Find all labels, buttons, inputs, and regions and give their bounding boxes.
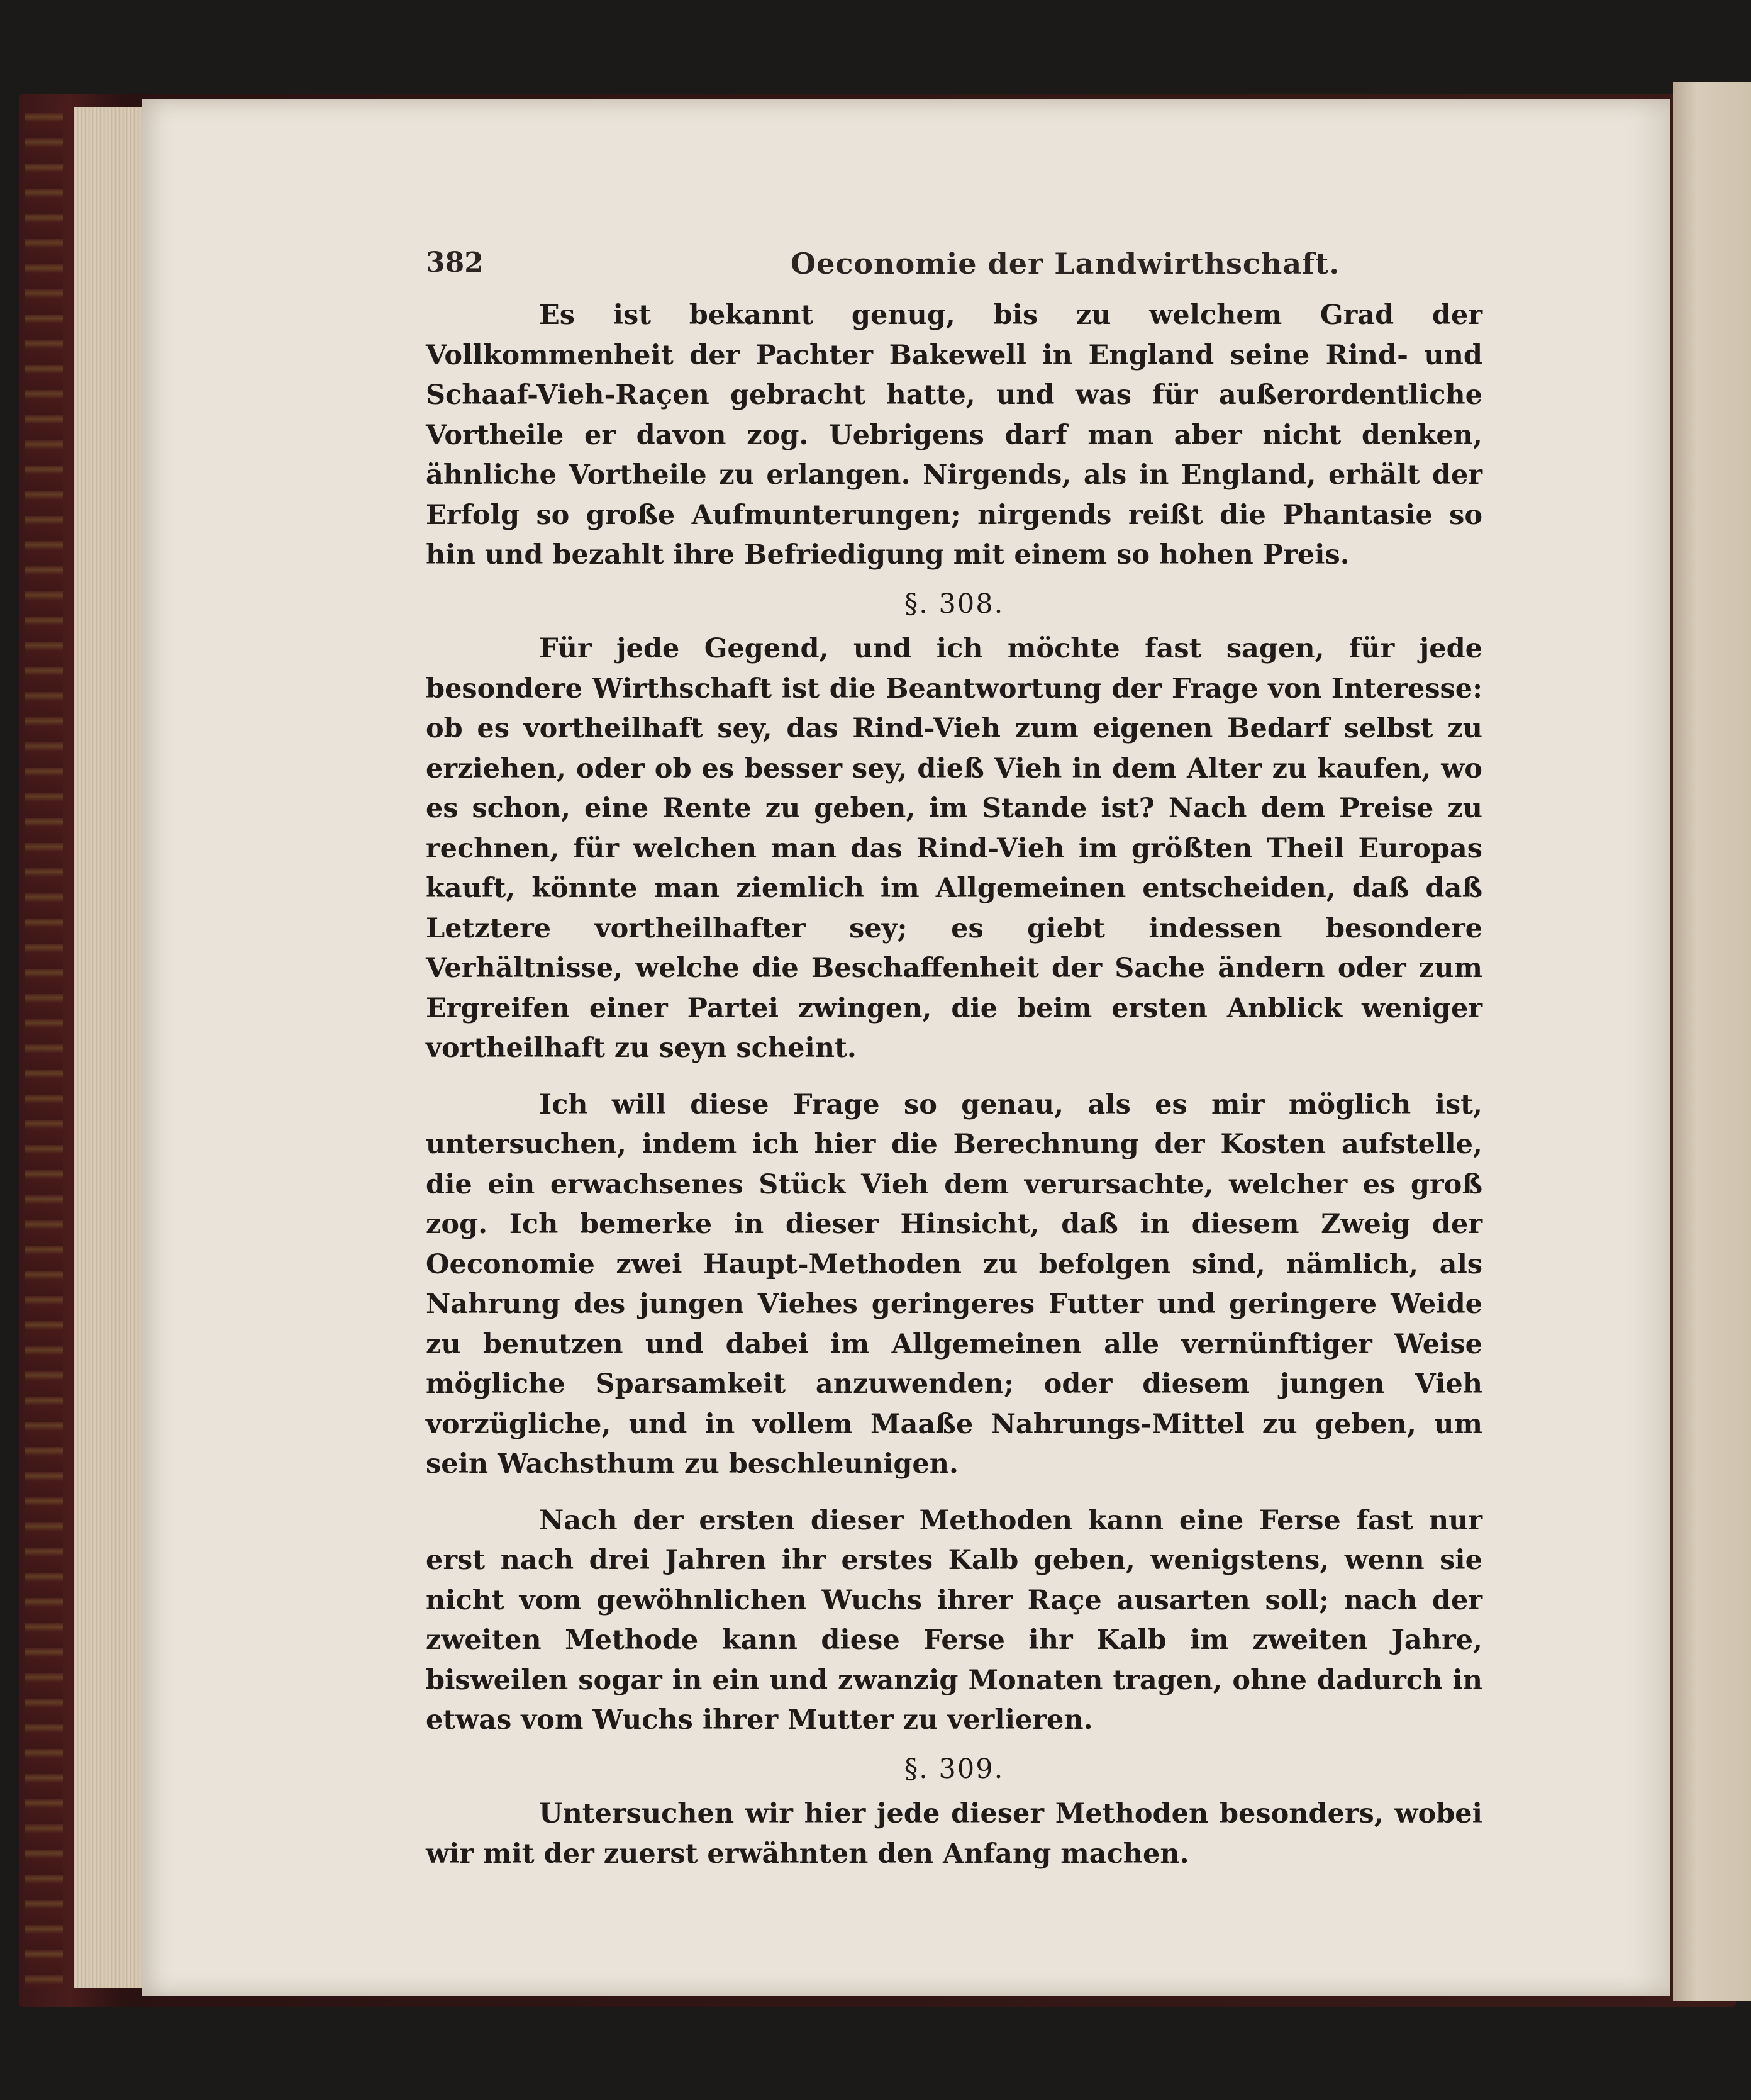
paragraph-3: Ich will diese Frage so genau, als es mir möglich ist, untersuchen, indem ich hier die Berechnung der Kosten aufstelle, die ein erwachsenes Stück Vieh dem verursachte, welcher es groß zog. Ich bemerke in dieser Hinsicht, daß in diesem Zweig der Oeconomie zwei Haupt-Methoden zu befolgen sind, nämlich, als Nahrung des jungen Viehes geringeres Futter und geringere Weide zu benutzen und dabei im Allgemeinen alle vernünftiger Weise mögliche Sparsamkeit anzuwenden; oder diesem jungen Vieh vorzügliche, und in vollem Maaße Nahrungs-Mittel zu geben, um sein Wachsthum zu beschleunigen. xyxy=(426,1088,1482,1480)
running-title: Oeconomie der Landwirthschaft. xyxy=(791,247,1340,281)
paragraph-5: Untersuchen wir hier jede dieser Methoden besonders, wobei wir mit der zuerst erwähnten den Anfang machen. xyxy=(426,1798,1482,1870)
paragraph-gap xyxy=(426,1485,1482,1501)
paragraph-4: Nach der ersten dieser Methoden kann eine Ferse fast nur erst nach drei Jahren ihr erstes Kalb geben, wenigstens, wenn sie nicht vom gewöhnlichen Wuchs ihrer Raçe ausarten soll; nach der zweiten Methode kann diese Ferse ihr Kalb im zweiten Jahre, bisweilen sogar in ein und zwanzig Monaten tragen, ohne dadurch in etwas vom Wuchs ihrer Mutter zu verlieren. xyxy=(426,1504,1482,1736)
page-number: 382 xyxy=(426,247,484,279)
paragraph-2: Für jede Gegend, und ich möchte fast sagen, für jede besondere Wirthschaft ist die Beantwortung der Frage von Interesse: ob es vortheilhaft sey, das Rind-Vieh zum eigenen Bedarf selbst zu erziehen, oder ob es besser sey, dieß Vieh in dem Alter zu kaufen, wo es schon, eine Rente zu geben, im Stande ist? Nach dem Preise zu rechnen, für welchen man das Rind-Vieh im größten Theil Europas kauft, könnte man ziemlich im Allgemeinen entscheiden, daß daß Letztere vortheilhafter sey; es giebt indessen besondere Verhältnisse, welche die Beschaffenheit der Sache ändern oder zum Ergreifen einer Partei zwingen, die beim ersten Anblick weniger vortheilhaft zu seyn scheint. xyxy=(426,633,1482,1064)
paragraph-gap xyxy=(426,1069,1482,1085)
paragraph-1: Es ist bekannt genug, bis zu welchem Grad der Vollkommenheit der Pachter Bakewell in England seine Rind- und Schaaf-Vieh-Raçen gebracht hatte, und was für außerordentliche Vortheile er davon zog. Uebrigens darf man aber nicht denken, ähnliche Vortheile zu erlangen. Nirgends, als in England, erhält der Erfolg so große Aufmunterungen; nirgends reißt die Phantasie so hin und bezahlt ihre Befriedigung mit einem so hohen Preis. xyxy=(426,299,1482,571)
section-heading-309: §. 309. xyxy=(904,1753,1004,1785)
section-heading-308: §. 308. xyxy=(904,588,1004,620)
body-text xyxy=(426,296,1482,1874)
running-head xyxy=(426,247,1489,284)
facing-page-edge xyxy=(1673,82,1751,2001)
spine-ornament xyxy=(25,113,63,1988)
